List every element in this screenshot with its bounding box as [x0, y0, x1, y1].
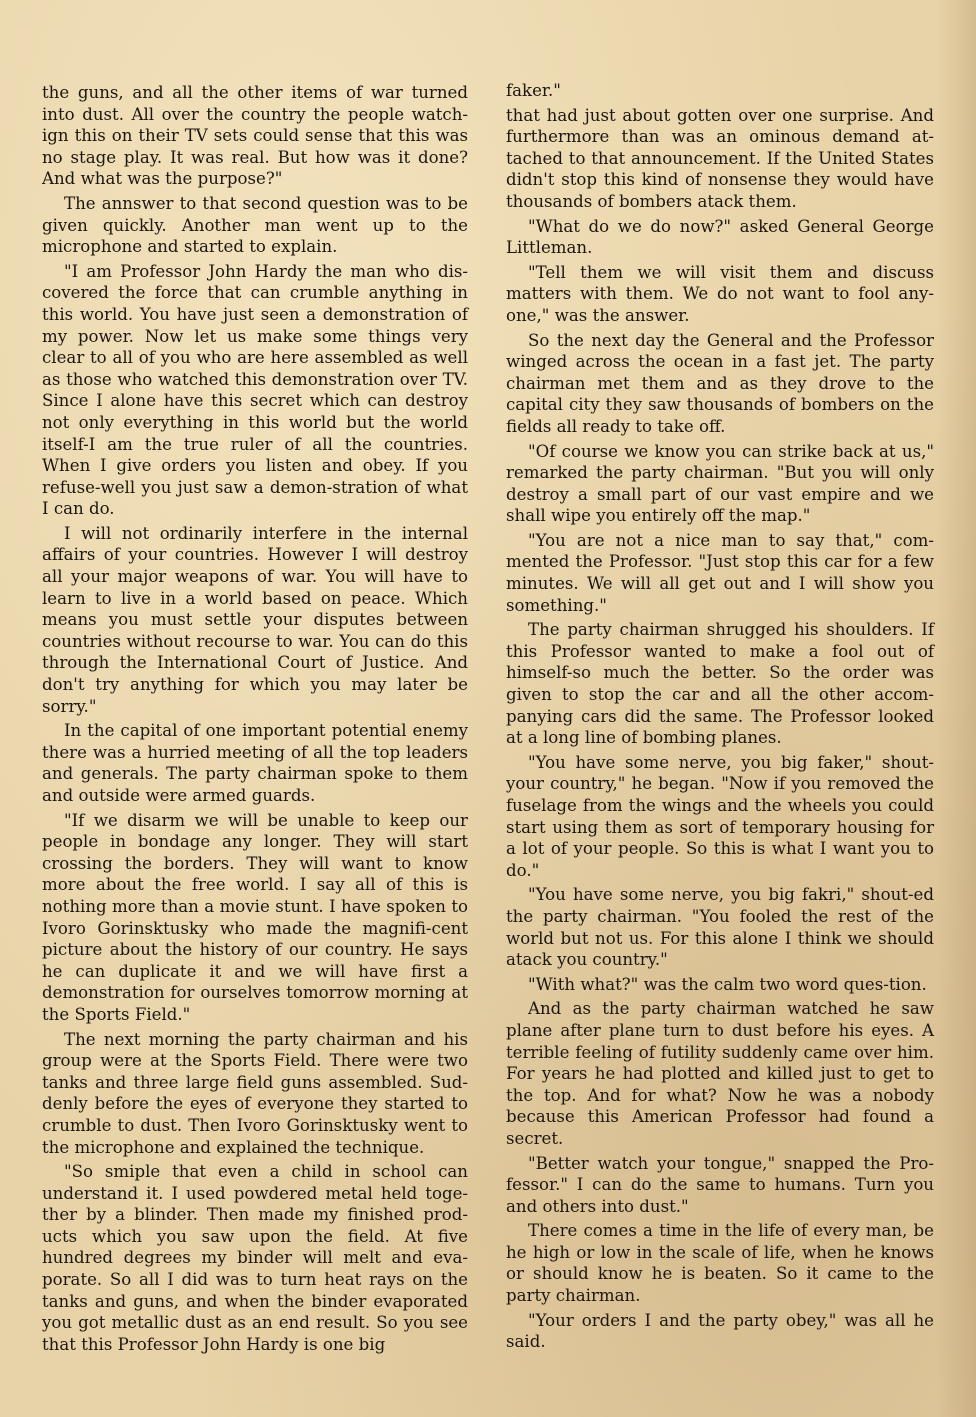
paragraph: "So smiple that even a child in school can understand it. I used powdered metal held toge-ther by a blinder. Then made my finished prod-ucts which you saw upon the field. At five hundred degrees my binder will melt and eva-porate. So all I did was to turn heat rays on the tanks and guns, and when the binder evaporated you got metallic dust as an end result. So you see that this Professor John Hardy is one big — [42, 1162, 468, 1354]
paragraph: The annswer to that second question was to be given quickly. Another man went up to the microphone and started to explain. — [42, 193, 468, 257]
right-text-column — [506, 80, 934, 1356]
paragraph: And as the party chairman watched he saw plane after plane turn to dust before his eyes. A terrible feeling of futility suddenly came over him. For years he had plotted and killed just to get to the top. And for what? Now he was a nobody because this American Professor had found a secret. — [506, 999, 934, 1148]
paragraph: So the next day the General and the Professor winged across the ocean in a fast jet. The party chairman met them and as they drove to the capital city they saw thousands of bombers on the fields all ready to take off. — [506, 330, 934, 436]
paragraph: "You have some nerve, you big fakri," shout-ed the party chairman. "You fooled the rest of the world but not us. For this alone I think we should atack you country." — [506, 885, 934, 970]
page-edge-shadow — [936, 0, 976, 1417]
paragraph: "I am Professor John Hardy the man who dis-covered the force that can crumble anything in this world. You have just seen a demonstration of my power. Now let us make some things very clear to all of you who are here assembled as well as those who watched this demonstration over TV. Since I alone have this secret which can destroy not only everything in this world but the world itself-I am the true ruler of all the countries. When I give orders you listen and obey. If you refuse-well you just saw a demon-stration of what I can do. — [42, 261, 468, 519]
paragraph: "What do we do now?" asked General George Littleman. — [506, 216, 934, 258]
paragraph: that had just about gotten over one surprise. And furthermore than was an ominous demand at-tached to that announcement. If the United States didn't stop this kind of nonsense they would have thousands of bombers atack them. — [506, 105, 934, 211]
paragraph: faker." — [506, 81, 561, 100]
paragraph: "You have some nerve, you big faker," shout-your country," he began. "Now if you removed the fuselage from the wings and the wheels you could start using them as sort of temporary housing for a lot of your people. So this is what I want you to do." — [506, 752, 934, 880]
paragraph: "Better watch your tongue," snapped the Pro-fessor." I can do the same to humans. Turn you and others into dust." — [506, 1153, 934, 1216]
paragraph: the guns, and all the other items of war turned into dust. All over the country the people watch-ign this on their TV sets could sense that this was no stage play. It was real. But how was it done? And what was the purpose?" — [42, 83, 468, 189]
paragraph: "Tell them we will visit them and discuss matters with them. We do not want to fool any-one," was the answer. — [506, 262, 934, 325]
paragraph: "Of course we know you can strike back at us," remarked the party chairman. "But you will only destroy a small part of our vast empire and we shall wipe you entirely off the map." — [506, 441, 934, 526]
paragraph: The next morning the party chairman and his group were at the Sports Field. There were two tanks and three large field guns assembled. Sud-denly before the eyes of everyone they started to crumble to dust. Then Ivoro Gorinsktusky went to the microphone and explained the technique. — [42, 1029, 468, 1157]
paragraph: "If we disarm we will be unable to keep our people in bondage any longer. They will start crossing the borders. They will want to know more about the free world. I say all of this is nothing more than a movie stunt. I have spoken to Ivoro Gorinsktusky who made the magnifi-cent picture about the history of our country. He says he can duplicate it and we will have first a demonstration for ourselves tomorrow morning at the Sports Field." — [42, 810, 468, 1024]
paragraph: In the capital of one important potential enemy there was a hurried meeting of all the top leaders and generals. The party chairman spoke to them and outside were armed guards. — [42, 721, 468, 805]
paragraph: "Your orders I and the party obey," was all he said. — [506, 1310, 934, 1352]
paragraph: "With what?" was the calm two word ques-tion. — [528, 974, 927, 994]
paragraph: The party chairman shrugged his shoulders. If this Professor wanted to make a fool out of himself-so much the better. So the order was given to stop the car and all the other accom-panying cars did the same. The Professor looked at a long line of bombing planes. — [506, 620, 934, 748]
left-text-column — [42, 82, 468, 1358]
paragraph: "You are not a nice man to say that," com-mented the Professor. "Just stop this car for a few minutes. We will all get out and I will show you something." — [506, 530, 934, 615]
paragraph: I will not ordinarily interfere in the internal affairs of your countries. However I will destroy all your major weapons of war. You will have to learn to live in a world based on peace. Which means you must settle your disputes between countries without recourse to war. You can do this through the International Court of Justice. And don't try anything for which you may later be sorry." — [42, 523, 468, 716]
paragraph: There comes a time in the life of every man, be he high or low in the scale of life, when he knows or should know he is beaten. So it came to the party chairman. — [506, 1221, 934, 1306]
